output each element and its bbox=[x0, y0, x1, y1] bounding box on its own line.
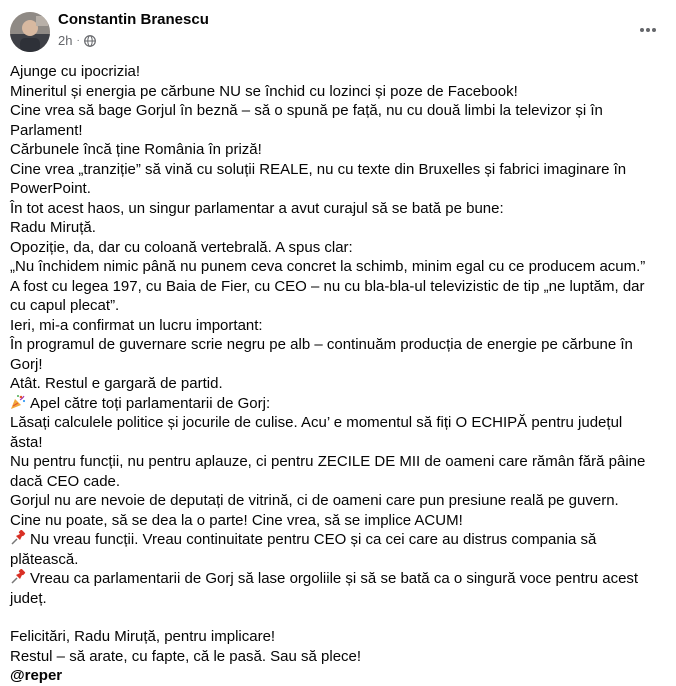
text-line: Cine vrea să bage Gorjul în beznă – să o spună pe față, nu cu două limbi la televizor și în Parlament! bbox=[10, 102, 603, 139]
text-line: A fost cu legea 197, cu Baia de Fier, cu CEO – nu cu bla-bla-ul televizistic de tip „ne luptăm, dar cu capul plecat”. bbox=[10, 277, 645, 314]
text-line: Radu Miruță. bbox=[10, 219, 96, 236]
pin-text: Vreau ca parlamentarii de Gorj să lase orgoliile și să se bată ca o singură voce pentru acest județ. bbox=[10, 570, 639, 607]
pin-line bbox=[10, 530, 658, 569]
more-options-button[interactable] bbox=[632, 16, 664, 44]
text-line: Cărbunele încă ține România în priză! bbox=[10, 141, 262, 158]
text-line: Opoziție, da, dar cu coloană vertebrală. A spus clar: bbox=[10, 238, 353, 256]
post-meta bbox=[58, 33, 96, 48]
mention-tag[interactable]: @reper bbox=[10, 667, 63, 684]
text-line: Gorjul nu are nevoie de deputați de vitrină, ci de oameni care pun presiune reală pe guvern. bbox=[10, 492, 619, 509]
text-line: Ajunge cu ipocrizia! bbox=[10, 63, 141, 80]
avatar[interactable] bbox=[10, 12, 50, 52]
pin-text: Nu vreau funcții. Vreau continuitate pentru CEO și ca cei care au distrus compania să plătească. bbox=[10, 531, 597, 568]
text-line: Mineritul și energia pe cărbune NU se închid cu lozinci și poze de Facebook! bbox=[10, 82, 518, 100]
text-line: Atât. Restul e gargară de partid. bbox=[10, 375, 223, 392]
party-popper-icon bbox=[10, 394, 26, 410]
meta-separator: · bbox=[76, 35, 80, 46]
globe-icon[interactable] bbox=[84, 35, 96, 47]
text-line: Ieri, mi-a confirmat un lucru important: bbox=[10, 316, 263, 334]
text-line: Felicitări, Radu Miruță, pentru implicare! bbox=[10, 628, 276, 645]
text-line: Cine vrea „tranziție” să vină cu soluții REALE, nu cu texte din Bruxelles și fabrici imaginare în PowerPoint. bbox=[10, 160, 627, 197]
author-name[interactable]: Constantin Branescu bbox=[58, 11, 209, 28]
appeal-line bbox=[10, 394, 658, 414]
text-line: În tot acest haos, un singur parlamentar a avut curajul să se bată pe bune: bbox=[10, 199, 504, 217]
appeal-text: Apel către toți parlamentarii de Gorj: bbox=[30, 394, 271, 412]
text-line: Lăsați calculele politice și jocurile de culise. Acu’ e momentul să fiți O ECHIPĂ pentru județul ăsta! bbox=[10, 414, 623, 451]
pushpin-icon bbox=[10, 530, 26, 546]
pushpin-icon bbox=[10, 569, 26, 585]
post-header bbox=[10, 10, 666, 54]
post-text bbox=[10, 62, 658, 686]
text-line: „Nu închidem nimic până nu punem ceva concret la schimb, minim egal cu ce producem acum.” bbox=[10, 258, 646, 275]
more-options-icon bbox=[639, 27, 657, 33]
post-time[interactable]: 2h bbox=[58, 33, 73, 48]
pin-line bbox=[10, 569, 658, 608]
text-line: În programul de guvernare scrie negru pe alb – continuăm producția de energie pe cărbune în Gorj! bbox=[10, 336, 633, 373]
text-line: Restul – să arate, cu fapte, că le pasă. Sau să plece! bbox=[10, 647, 362, 665]
text-line: Nu pentru funcții, nu pentru aplauze, ci pentru ZECILE DE MII de oameni care rămân fără pâine dacă CEO cade. bbox=[10, 453, 646, 490]
paragraph-gap bbox=[10, 608, 658, 627]
text-line: Cine nu poate, să se dea la o parte! Cine vrea, să se implice ACUM! bbox=[10, 511, 463, 529]
avatar-image bbox=[10, 12, 50, 52]
